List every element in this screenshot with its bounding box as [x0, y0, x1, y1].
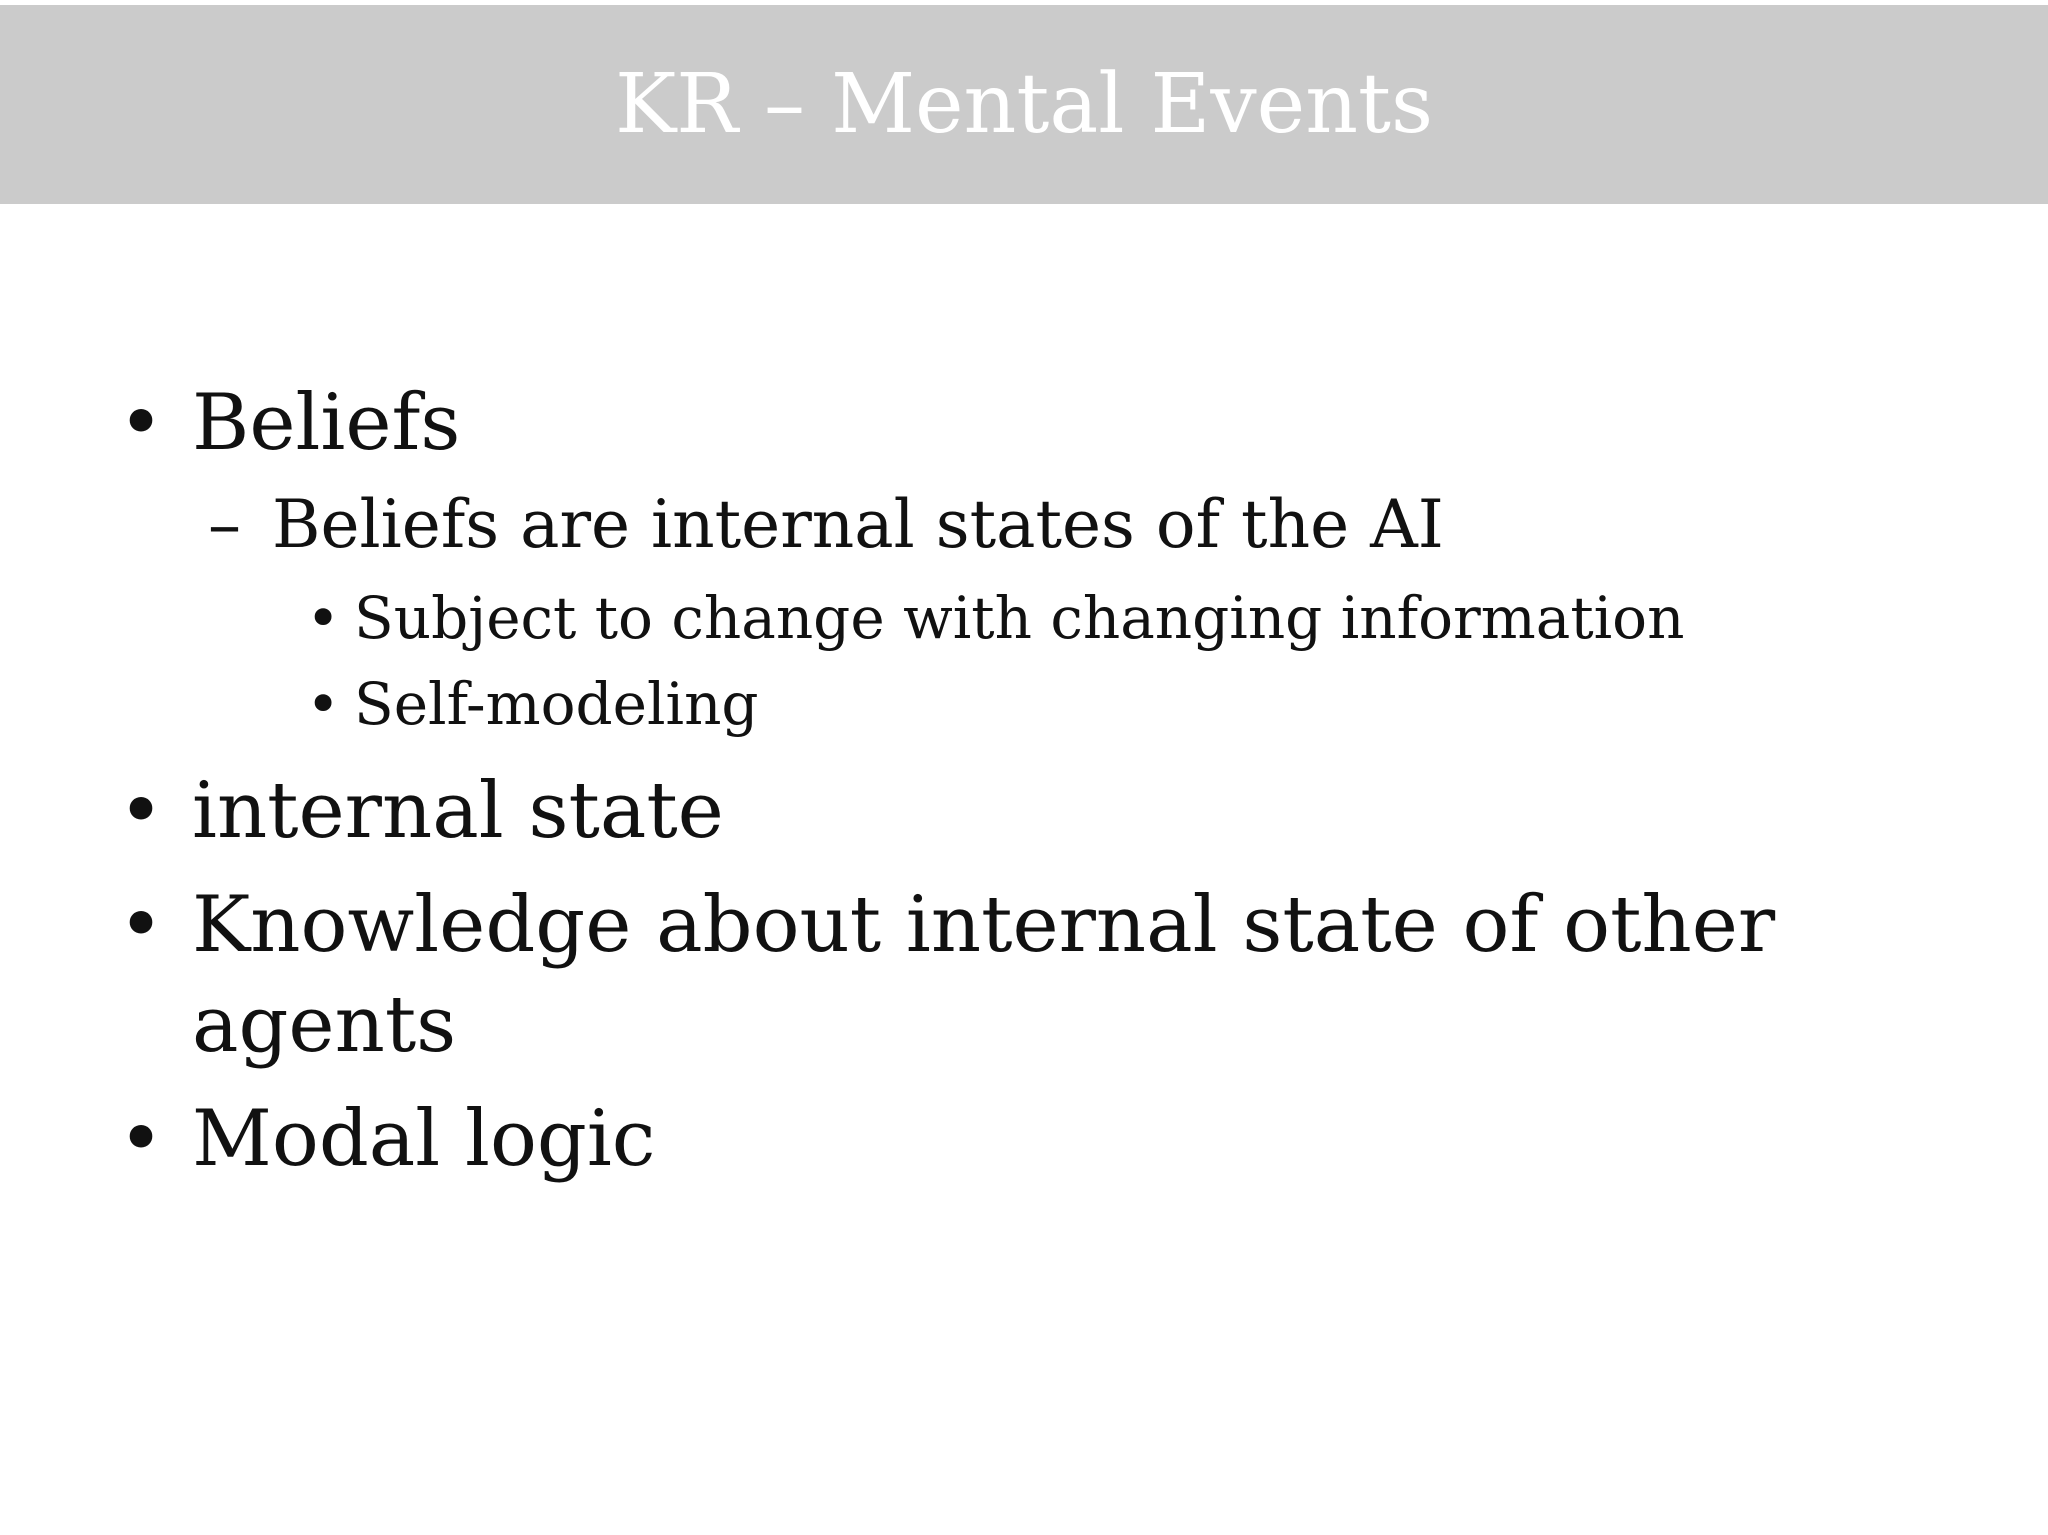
sub-sub-bullet-marker: • — [306, 584, 341, 652]
sub-sub-bullet-self-modeling: Self-modeling — [354, 670, 759, 738]
slide-title: KR – Mental Events — [614, 57, 1434, 152]
bullet-marker: • — [118, 378, 165, 468]
sub-bullet-beliefs-internal-states: Beliefs are internal states of the AI — [272, 486, 1444, 563]
bullet-marker: • — [118, 766, 165, 856]
bullet-beliefs: Beliefs — [192, 378, 461, 468]
bullet-knowledge-line-1: Knowledge about internal state of other — [192, 880, 1776, 970]
sub-bullet-marker: – — [208, 486, 241, 563]
bullet-knowledge-line-2: agents — [192, 980, 457, 1070]
title-bar — [0, 5, 2048, 204]
bullet-marker: • — [118, 880, 165, 970]
bullet-marker: • — [118, 1094, 165, 1184]
bullet-internal-state: internal state — [192, 766, 724, 856]
bullet-modal-logic: Modal logic — [192, 1094, 656, 1184]
sub-sub-bullet-marker: • — [306, 670, 341, 738]
sub-sub-bullet-subject-to-change: Subject to change with changing information — [354, 584, 1685, 652]
